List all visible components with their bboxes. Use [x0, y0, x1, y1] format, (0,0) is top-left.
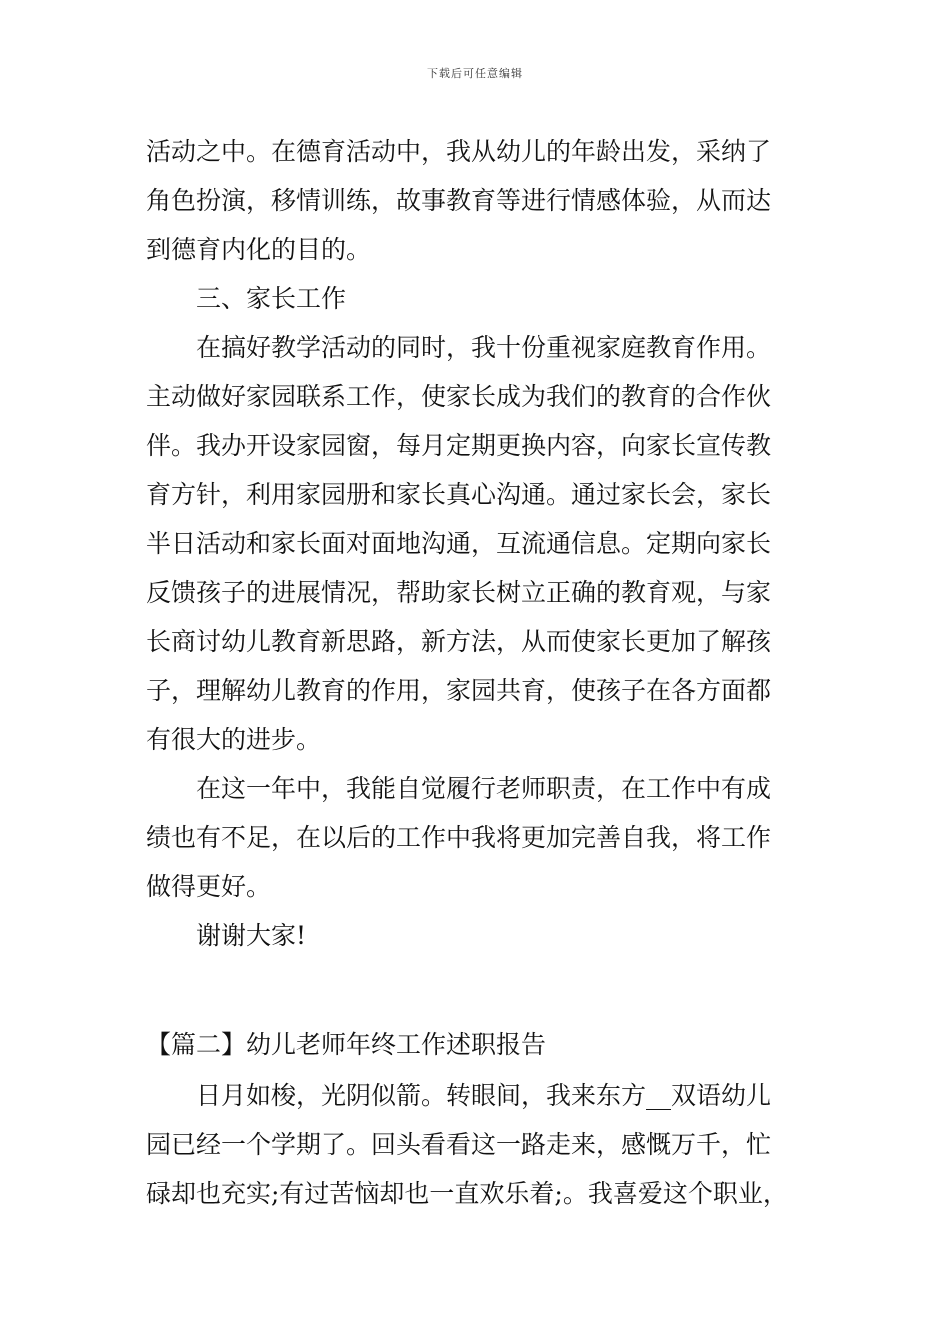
text-line: 到德育内化的目的。 — [146, 235, 372, 264]
body-text-section-1 — [146, 127, 816, 960]
text-line: 日月如梭，光阴似箭。转眼间，我来东方__双语幼儿 — [196, 1081, 772, 1110]
page-header: 下载后可任意编辑 — [427, 67, 523, 80]
article-heading: 【篇二】幼儿老师年终工作述职报告 — [146, 1030, 547, 1059]
text-line: 反馈孩子的进展情况，帮助家长树立正确的教育观，与家 — [146, 578, 772, 607]
section-heading: 三、家长工作 — [196, 284, 347, 313]
text-line: 活动之中。在德育活动中，我从幼儿的年龄出发，采纳了 — [146, 137, 772, 166]
text-line: 在这一年中，我能自觉履行老师职责，在工作中有成 — [196, 774, 772, 803]
text-line: 子，理解幼儿教育的作用，家园共育，使孩子在各方面都 — [146, 676, 772, 705]
text-line: 角色扮演，移情训练，故事教育等进行情感体验，从而达 — [146, 186, 772, 215]
text-line: 园已经一个学期了。回头看看这一路走来，感慨万千，忙 — [146, 1130, 772, 1159]
closing-line: 谢谢大家! — [196, 921, 307, 950]
text-line: 长商讨幼儿教育新思路，新方法，从而使家长更加了解孩 — [146, 627, 772, 656]
text-line: 伴。我办开设家园窗，每月定期更换内容，向家长宣传教 — [146, 431, 772, 460]
body-text-section-2 — [146, 1071, 816, 1218]
text-line: 有很大的进步。 — [146, 725, 322, 754]
text-line: 主动做好家园联系工作，使家长成为我们的教育的合作伙 — [146, 382, 772, 411]
text-line: 半日活动和家长面对面地沟通，互流通信息。定期向家长 — [146, 529, 772, 558]
text-line: 在搞好教学活动的同时，我十份重视家庭教育作用。 — [196, 333, 772, 362]
text-line: 绩也有不足，在以后的工作中我将更加完善自我，将工作 — [146, 823, 772, 852]
text-line: 做得更好。 — [146, 872, 272, 901]
text-line: 育方针，利用家园册和家长真心沟通。通过家长会，家长 — [146, 480, 772, 509]
text-line: 碌却也充实;有过苦恼却也一直欢乐着;。我喜爱这个职业， — [146, 1179, 788, 1208]
